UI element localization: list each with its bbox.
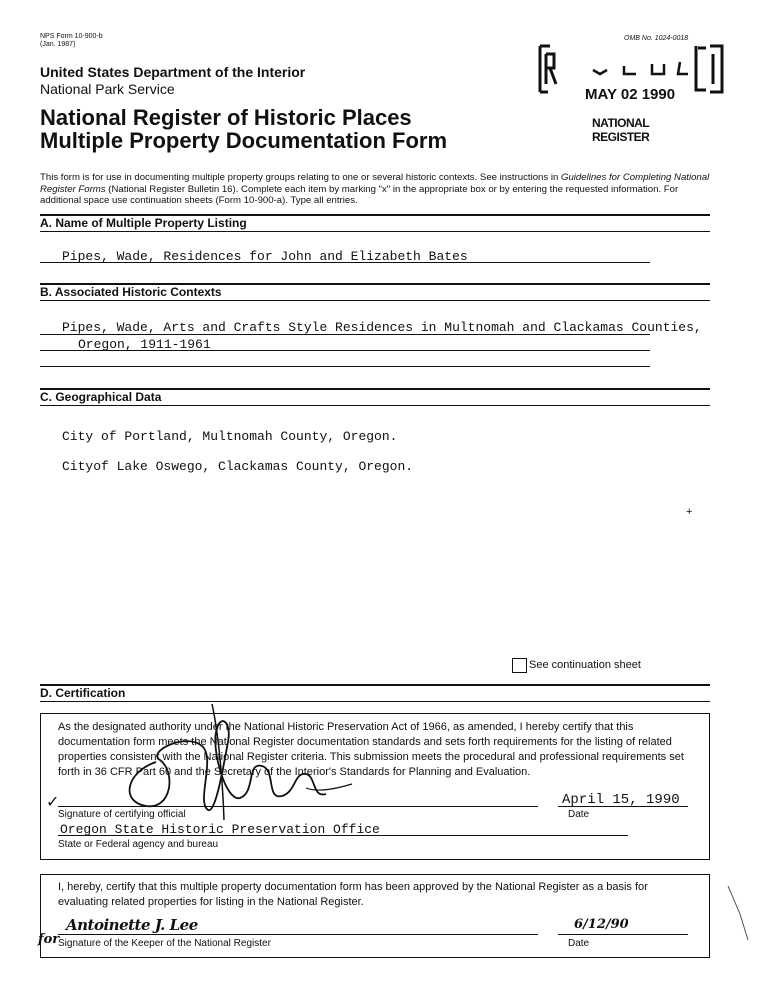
service-name: National Park Service <box>40 81 175 97</box>
agency-line <box>58 835 628 836</box>
check-mark: ✓ <box>46 794 60 811</box>
continuation-label: See continuation sheet <box>529 659 641 671</box>
section-d-heading: D. Certification <box>40 686 126 700</box>
instructions <box>40 172 710 207</box>
section-a-heading: A. Name of Multiple Property Listing <box>40 216 247 230</box>
section-c-heading-rule <box>40 405 710 406</box>
section-d-rule <box>40 684 710 686</box>
margin-scribble <box>726 884 756 944</box>
agency-value: Oregon State Historic Preservation Office <box>60 822 380 837</box>
department-name: United States Department of the Interior <box>40 64 306 80</box>
omb-number: OMB No. 1024-0018 <box>624 35 689 42</box>
received-date: MAY 02 1990 <box>585 86 676 103</box>
instructions-guidelines: Guidelines for Completing National Register Forms <box>40 172 710 195</box>
instructions-part2: (National Register Bulletin 16). Complete each item by marking "x" in the appropriate box or by entering the requested information. For additional space use continuation sheets (Form 10-900-a). Type all entries. <box>40 183 679 207</box>
section-b-line1: Pipes, Wade, Arts and Crafts Style Residences in Multnomah and Clackamas Counties, <box>62 320 702 335</box>
section-a-line <box>40 262 650 263</box>
section-a-heading-rule <box>40 231 710 232</box>
keeper-date-value: 6/12/90 <box>574 917 629 932</box>
stamp-national: NATIONAL <box>592 116 650 130</box>
form-title-line1: National Register of Historic Places <box>40 105 412 130</box>
date-line <box>558 806 688 807</box>
section-b-line2: Oregon, 1911-1961 <box>78 337 211 352</box>
section-c-line2: Cityof Lake Oswego, Clackamas County, Oregon. <box>62 459 414 474</box>
approve-text: I, hereby, certify that this multiple property documentation form has been approved by the National Register as a basis for evaluating related properties for listing in the National Register. <box>58 881 648 908</box>
keeper-date-line <box>558 934 688 935</box>
section-b-line-3 <box>40 366 650 367</box>
keeper-date-label: Date <box>568 938 590 949</box>
signature-label: Signature of certifying official <box>58 809 186 820</box>
agency-label: State or Federal agency and bureau <box>58 839 219 850</box>
certify-date-value: April 15, 1990 <box>562 792 680 808</box>
stray-mark: + <box>686 506 693 518</box>
section-b-heading: B. Associated Historic Contexts <box>40 285 222 299</box>
continuation-checkbox[interactable] <box>512 658 527 673</box>
section-c-line1: City of Portland, Multnomah County, Oregon. <box>62 429 398 444</box>
form-date: (Jan. 1987) <box>40 41 76 48</box>
section-c-heading: C. Geographical Data <box>40 390 162 404</box>
form-title-line2: Multiple Property Documentation Form <box>40 128 448 153</box>
section-a-value: Pipes, Wade, Residences for John and Elizabeth Bates <box>62 249 468 264</box>
section-b-heading-rule <box>40 300 710 301</box>
stamp-register: REGISTER <box>592 130 650 144</box>
keeper-signature: Antoinette J. Lee <box>66 916 198 934</box>
keeper-for: for <box>38 932 60 947</box>
date-label: Date <box>568 809 590 820</box>
section-b-line-2 <box>40 350 650 351</box>
certifying-signature <box>116 702 356 822</box>
keeper-label: Signature of the Keeper of the National Register <box>58 938 271 949</box>
keeper-signature-line <box>58 934 538 935</box>
instructions-part1: This form is for use in documenting multiple property groups relating to one or several historic contexts. See instructions in <box>40 172 561 183</box>
form-number: NPS Form 10-900-b <box>40 33 103 40</box>
section-b-line-1 <box>40 334 650 335</box>
certify-text: As the designated authority under the National Historic Preservation Act of 1966, as amended, I hereby certify that this documentation form meets the National Register documentation standards and sets forth requirements for the listing of related properties consistent with the National Register criteria. This submission meets the procedural and professional requirements set forth in 36 CFR Part 60 and the Secretary of the Interior's Standards for Planning and Evaluation. <box>58 721 684 778</box>
